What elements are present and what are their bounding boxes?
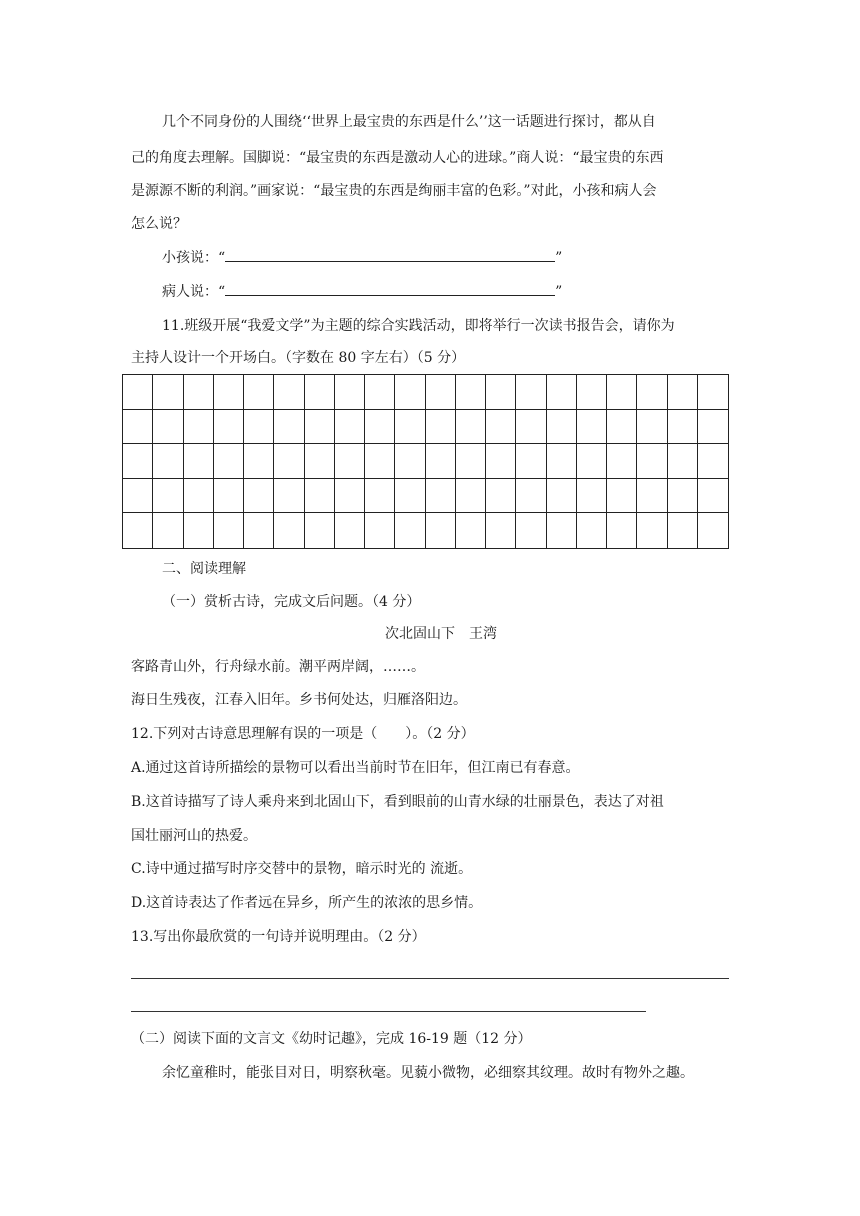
grid-cell[interactable] bbox=[184, 410, 214, 445]
grid-cell[interactable] bbox=[668, 479, 698, 514]
grid-cell[interactable] bbox=[456, 375, 486, 410]
grid-cell[interactable] bbox=[577, 479, 607, 514]
grid-cell[interactable] bbox=[668, 375, 698, 410]
grid-cell[interactable] bbox=[426, 410, 456, 445]
grid-cell[interactable] bbox=[395, 444, 425, 479]
q12-option-d: D.这首诗表达了作者远在异乡，所产生的浓浓的思乡情。 bbox=[131, 895, 483, 911]
grid-cell[interactable] bbox=[607, 375, 637, 410]
grid-cell[interactable] bbox=[456, 513, 486, 548]
grid-cell[interactable] bbox=[184, 444, 214, 479]
grid-cell[interactable] bbox=[244, 375, 274, 410]
grid-cell[interactable] bbox=[274, 375, 304, 410]
q12-option-b-line-1: B.这首诗描写了诗人乘舟来到北固山下，看到眼前的山青水绿的壮丽景色，表达了对祖 bbox=[131, 794, 664, 810]
grid-cell[interactable] bbox=[577, 410, 607, 445]
poem-line-2: 海日生残夜，江春入旧年。乡书何处达，归雁洛阳边。 bbox=[131, 692, 467, 708]
grid-cell[interactable] bbox=[305, 444, 335, 479]
grid-cell[interactable] bbox=[153, 444, 183, 479]
grid-cell[interactable] bbox=[365, 513, 395, 548]
grid-cell[interactable] bbox=[244, 444, 274, 479]
grid-cell[interactable] bbox=[698, 513, 728, 548]
grid-cell[interactable] bbox=[547, 444, 577, 479]
grid-cell[interactable] bbox=[516, 410, 546, 445]
grid-cell[interactable] bbox=[486, 375, 516, 410]
grid-cell[interactable] bbox=[577, 513, 607, 548]
grid-cell[interactable] bbox=[153, 375, 183, 410]
grid-cell[interactable] bbox=[305, 479, 335, 514]
poem-title: 次北固山下 王湾 bbox=[385, 626, 497, 642]
q12-stem: 12.下列对古诗意思理解有误的一项是（ ）。（2 分） bbox=[131, 726, 475, 742]
grid-cell[interactable] bbox=[486, 513, 516, 548]
grid-cell[interactable] bbox=[698, 410, 728, 445]
grid-cell[interactable] bbox=[547, 410, 577, 445]
grid-cell[interactable] bbox=[244, 410, 274, 445]
q13-answer-line-2[interactable] bbox=[131, 1011, 646, 1012]
grid-cell[interactable] bbox=[395, 410, 425, 445]
grid-cell[interactable] bbox=[637, 479, 667, 514]
poem-line-1: 客路青山外，行舟绿水前。潮平两岸阔，……。 bbox=[131, 659, 425, 675]
intro-line-3: 是源源不断的利润。”画家说：“最宝贵的东西是绚丽丰富的色彩。”对此，小孩和病人会 bbox=[131, 183, 657, 199]
child-label: 小孩说：“ bbox=[162, 250, 226, 266]
q12-option-b-line-2: 国壮丽河山的热爱。 bbox=[131, 828, 257, 844]
q11-line-2: 主持人设计一个开场白。（字数在 80 字左右）（5 分） bbox=[131, 350, 466, 366]
grid-cell[interactable] bbox=[335, 479, 365, 514]
grid-cell[interactable] bbox=[184, 479, 214, 514]
grid-cell[interactable] bbox=[456, 479, 486, 514]
grid-cell[interactable] bbox=[698, 444, 728, 479]
grid-cell[interactable] bbox=[395, 513, 425, 548]
grid-cell[interactable] bbox=[426, 444, 456, 479]
grid-cell[interactable] bbox=[668, 444, 698, 479]
grid-cell[interactable] bbox=[637, 375, 667, 410]
grid-cell[interactable] bbox=[123, 444, 153, 479]
grid-cell[interactable] bbox=[577, 375, 607, 410]
grid-cell[interactable] bbox=[274, 444, 304, 479]
grid-cell[interactable] bbox=[486, 444, 516, 479]
q12-option-a: A.通过这首诗所描绘的景物可以看出当前时节在旧年，但江南已有春意。 bbox=[131, 760, 580, 776]
grid-cell[interactable] bbox=[335, 410, 365, 445]
grid-cell[interactable] bbox=[365, 479, 395, 514]
q12-option-c: C.诗中通过描写时序交替中的景物，暗示时光的 流逝。 bbox=[131, 861, 473, 877]
grid-cell[interactable] bbox=[456, 410, 486, 445]
patient-label: 病人说：“ bbox=[162, 284, 226, 300]
grid-cell[interactable] bbox=[153, 513, 183, 548]
classical-text-line: 余忆童稚时，能张目对日，明察秋毫。见藐小微物，必细察其纹理。故时有物外之趣。 bbox=[162, 1065, 694, 1081]
grid-cell[interactable] bbox=[214, 479, 244, 514]
grid-cell[interactable] bbox=[153, 410, 183, 445]
part2-title: （二）阅读下面的文言文《幼时记趣》，完成 16-19 题（12 分） bbox=[131, 1031, 532, 1047]
grid-cell[interactable] bbox=[456, 444, 486, 479]
grid-cell[interactable] bbox=[123, 513, 153, 548]
grid-cell[interactable] bbox=[123, 375, 153, 410]
writing-grid[interactable] bbox=[122, 374, 729, 549]
grid-cell[interactable] bbox=[547, 479, 577, 514]
grid-cell[interactable] bbox=[426, 513, 456, 548]
grid-cell[interactable] bbox=[274, 513, 304, 548]
grid-cell[interactable] bbox=[305, 410, 335, 445]
q13-stem: 13.写出你最欣赏的一句诗并说明理由。（2 分） bbox=[131, 929, 426, 945]
grid-cell[interactable] bbox=[184, 375, 214, 410]
grid-cell[interactable] bbox=[335, 375, 365, 410]
grid-cell[interactable] bbox=[214, 410, 244, 445]
patient-close-quote: ” bbox=[555, 284, 563, 300]
grid-cell[interactable] bbox=[335, 513, 365, 548]
intro-line-4: 怎么说？ bbox=[131, 216, 187, 232]
grid-cell[interactable] bbox=[577, 444, 607, 479]
grid-cell[interactable] bbox=[698, 479, 728, 514]
grid-cell[interactable] bbox=[607, 479, 637, 514]
grid-cell[interactable] bbox=[305, 375, 335, 410]
grid-cell[interactable] bbox=[365, 410, 395, 445]
grid-cell[interactable] bbox=[547, 375, 577, 410]
child-close-quote: ” bbox=[555, 250, 563, 266]
grid-cell[interactable] bbox=[123, 410, 153, 445]
grid-cell[interactable] bbox=[637, 513, 667, 548]
grid-cell[interactable] bbox=[516, 375, 546, 410]
child-answer-blank[interactable] bbox=[225, 248, 555, 262]
grid-cell[interactable] bbox=[637, 444, 667, 479]
grid-cell[interactable] bbox=[153, 479, 183, 514]
grid-cell[interactable] bbox=[516, 479, 546, 514]
grid-cell[interactable] bbox=[244, 513, 274, 548]
q11-line-1: 11.班级开展“我爱文学”为主题的综合实践活动，即将举行一次读书报告会，请你为 bbox=[162, 318, 675, 334]
grid-cell[interactable] bbox=[547, 513, 577, 548]
grid-cell[interactable] bbox=[123, 479, 153, 514]
q13-answer-line-1[interactable] bbox=[131, 978, 729, 979]
grid-cell[interactable] bbox=[214, 375, 244, 410]
grid-cell[interactable] bbox=[426, 375, 456, 410]
grid-cell[interactable] bbox=[395, 375, 425, 410]
grid-cell[interactable] bbox=[607, 410, 637, 445]
grid-cell[interactable] bbox=[486, 479, 516, 514]
patient-answer-blank[interactable] bbox=[225, 282, 555, 296]
grid-cell[interactable] bbox=[305, 513, 335, 548]
grid-cell[interactable] bbox=[395, 479, 425, 514]
grid-cell[interactable] bbox=[214, 513, 244, 548]
grid-cell[interactable] bbox=[214, 444, 244, 479]
grid-cell[interactable] bbox=[486, 410, 516, 445]
child-answer-row bbox=[162, 248, 562, 268]
part1-title: （一）赏析古诗，完成文后问题。（4 分） bbox=[162, 594, 421, 610]
grid-cell[interactable] bbox=[335, 444, 365, 479]
grid-cell[interactable] bbox=[516, 513, 546, 548]
grid-cell[interactable] bbox=[426, 479, 456, 514]
patient-answer-row bbox=[162, 282, 562, 302]
grid-cell[interactable] bbox=[607, 444, 637, 479]
grid-cell[interactable] bbox=[365, 375, 395, 410]
grid-cell[interactable] bbox=[274, 479, 304, 514]
grid-cell[interactable] bbox=[668, 410, 698, 445]
grid-cell[interactable] bbox=[637, 410, 667, 445]
section2-title: 二、阅读理解 bbox=[162, 561, 246, 577]
grid-cell[interactable] bbox=[698, 375, 728, 410]
grid-cell[interactable] bbox=[274, 410, 304, 445]
grid-cell[interactable] bbox=[244, 479, 274, 514]
grid-cell[interactable] bbox=[516, 444, 546, 479]
grid-cell[interactable] bbox=[607, 513, 637, 548]
grid-cell[interactable] bbox=[365, 444, 395, 479]
grid-cell[interactable] bbox=[184, 513, 214, 548]
intro-line-1: 几个不同身份的人围绕‘‘世界上最宝贵的东西是什么’’这一话题进行探讨，都从自 bbox=[162, 114, 656, 130]
intro-line-2: 己的角度去理解。国脚说：“最宝贵的东西是激动人心的进球。”商人说：“最宝贵的东西 bbox=[131, 150, 664, 166]
grid-cell[interactable] bbox=[668, 513, 698, 548]
